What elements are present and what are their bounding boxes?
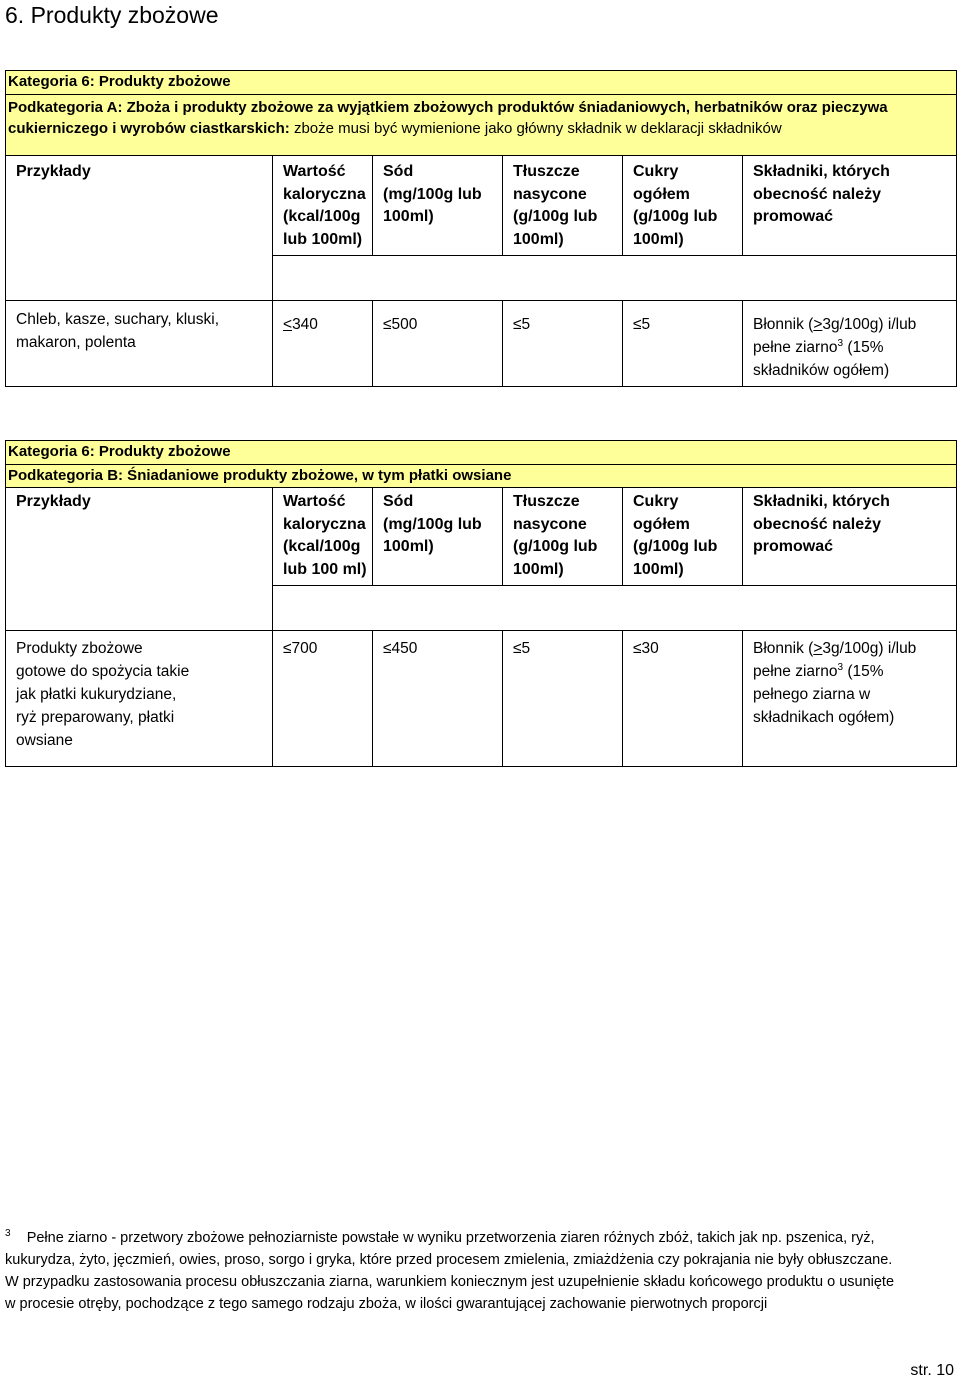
row-sodium-limit: ≤500 bbox=[373, 301, 503, 387]
row-kcal-limit: ≤700 bbox=[273, 631, 373, 767]
subcategory-banner: Podkategoria B: Śniadaniowe produkty zbożowe, w tym płatki owsiane bbox=[6, 465, 957, 488]
criteria-table-b bbox=[5, 440, 957, 767]
header-promoted-ingredients: Składniki, których obecność należy promować bbox=[743, 488, 957, 586]
header-kcal: Wartość kaloryczna (kcal/100g lub 100ml) bbox=[273, 156, 373, 256]
category-banner: Kategoria 6: Produkty zbożowe bbox=[6, 71, 957, 95]
header-sugars: Cukry ogółem (g/100g lub 100ml) bbox=[623, 156, 743, 256]
row-examples: Chleb, kasze, suchary, kluski, makaron, polenta bbox=[6, 301, 273, 387]
page-title: 6. Produkty zbożowe bbox=[5, 2, 219, 28]
header-spacer bbox=[273, 256, 957, 301]
header-saturated-fat: Tłuszcze nasycone (g/100g lub 100ml) bbox=[503, 488, 623, 586]
subcategory-note: zboże musi być wymienione jako główny składnik w deklaracji składników bbox=[289, 120, 782, 137]
header-saturated-fat: Tłuszcze nasycone (g/100g lub 100ml) bbox=[503, 156, 623, 256]
subcategory-title: Podkategoria A: Zboża i produkty zbożowe za wyjątkiem zbożowych produktów śniadaniowych, herbatników oraz pieczywa cukierniczego i wyrobów ciastkarskich: bbox=[8, 99, 888, 137]
footnote: $^3$ Pełne ziarno - przetwory zbożowe pełnoziarniste powstałe w wyniku przetworzenia ziaren różnych zbóż, takich jak np. pszenica, ryż, kukurydza, żyto, jęczmień, owies, proso, sorgo i gryka, które przed procesem zmielenia, zmiażdżenia czy pokrajania nie były obłuszczane. W przypadku zastosowania procesu obłuszczania ziarna, warunkiem koniecznym jest uzupełnienie składu końcowego produktu o usunięte w procesie otręby, pochodzące z tego samego rodzaju zboża, w ilości gwarantującej zachowanie pierwotnych proporcji bbox=[5, 1228, 895, 1312]
row-examples: Produkty zbożowe gotowe do spożycia takie jak płatki kukurydziane, ryż preparowany, płatki owsiane bbox=[6, 631, 273, 767]
row-sugars-limit: ≤5 bbox=[623, 301, 743, 387]
header-kcal: Wartość kaloryczna (kcal/100g lub 100 ml) bbox=[273, 488, 373, 586]
header-sugars: Cukry ogółem (g/100g lub 100ml) bbox=[623, 488, 743, 586]
row-sugars-limit: ≤30 bbox=[623, 631, 743, 767]
row-saturated-fat-limit: ≤5 bbox=[503, 301, 623, 387]
header-promoted-ingredients: Składniki, których obecność należy promować bbox=[743, 156, 957, 256]
criteria-table-a bbox=[5, 70, 957, 387]
category-banner: Kategoria 6: Produkty zbożowe bbox=[6, 441, 957, 465]
header-spacer bbox=[273, 586, 957, 631]
row-sodium-limit: ≤450 bbox=[373, 631, 503, 767]
row-saturated-fat-limit: ≤5 bbox=[503, 631, 623, 767]
header-examples: Przykłady bbox=[6, 156, 273, 301]
header-examples: Przykłady bbox=[6, 488, 273, 631]
footnote-marker: 3 bbox=[5, 1228, 11, 1240]
row-promoted-ingredients: Błonnik (>3g/100g) i/lub pełne ziarno$^3$ (15% pełnego ziarna w składnikach ogółem) bbox=[743, 631, 957, 767]
subcategory-banner bbox=[6, 95, 957, 156]
header-sodium: Sód (mg/100g lub 100ml) bbox=[373, 156, 503, 256]
header-sodium: Sód (mg/100g lub 100ml) bbox=[373, 488, 503, 586]
row-kcal-limit: <340 bbox=[273, 301, 373, 387]
row-promoted-ingredients: Błonnik (>3g/100g) i/lub pełne ziarno$^3$ (15% składników ogółem) bbox=[743, 301, 957, 387]
page-number: str. 10 bbox=[910, 1362, 954, 1379]
